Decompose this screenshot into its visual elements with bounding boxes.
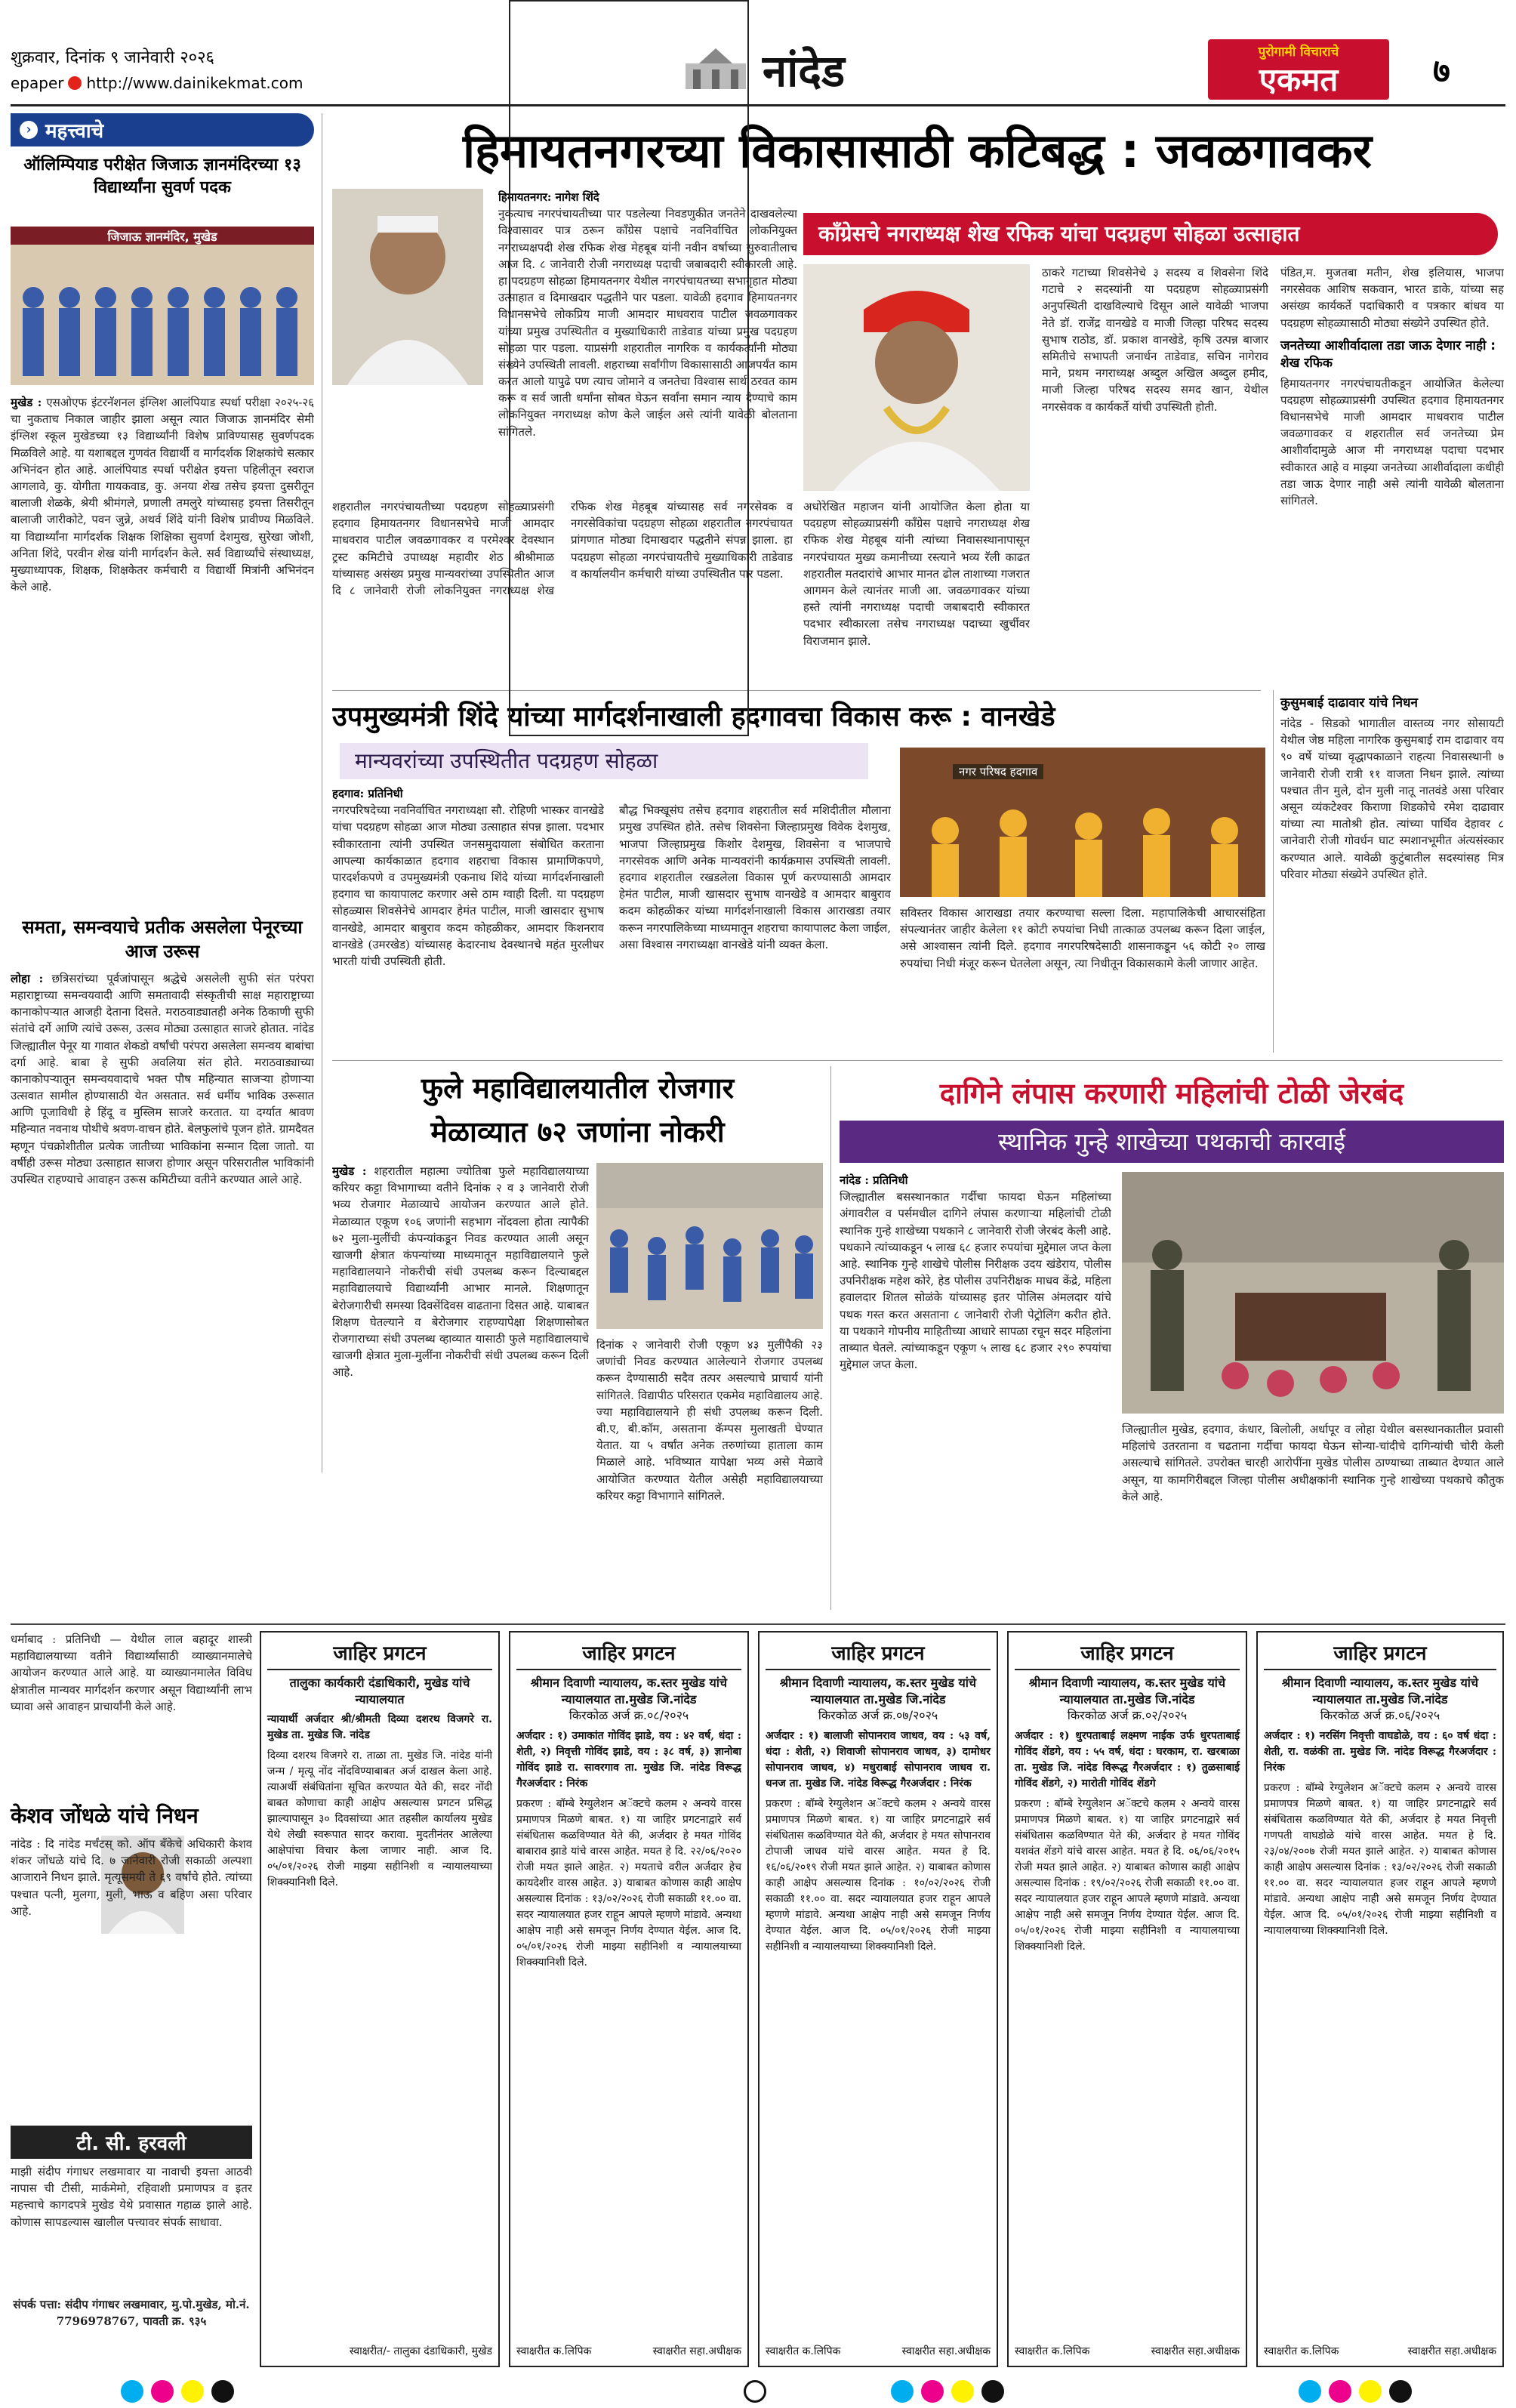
legal-ad-4 xyxy=(1007,1631,1247,2367)
side-top-headline: ऑलिम्पियाड परीक्षेत जिजाऊ ज्ञानमंदिरच्या १३ विद्यार्थ्यांना सुवर्ण पदक xyxy=(23,156,301,197)
lead-col-5: पंडित,म. मुजतबा मतीन, शेख इलियास, भाजपा नगरसेवक आशिष सकवान, भारत डाके, यांच्या सह असंख्य कार्यकर्ते पदाधिकारी व पत्रकार बांधव या पदग्रहण सोहळ्यासाठी मोठ्या संख्येने उपस्थित होते. xyxy=(1280,266,1504,330)
lead-col-5-block xyxy=(1280,264,1504,680)
ad-2-title: जाहिर प्रगटन xyxy=(516,1639,741,1670)
registration-yellow-icon xyxy=(181,2380,204,2403)
important-label: महत्त्वाचे xyxy=(45,120,104,143)
story4-body-block xyxy=(840,1172,1111,1610)
epaper-label: epaper xyxy=(11,74,64,92)
story3-col-2: दिनांक २ जानेवारी रोजी एकूण ४३ मुलींपैकी २३ जणांची निवड करण्यात आलेल्याने रोजगार उपलब्ध करून देण्यासाठी सदैव तत्पर असल्याचे प्राचार्य यांनी सांगितले. विद्यापीठ परिसरात एकमेव महाविद्यालय आहे. ज्या महाविद्यालयाने ही संधी उपलब्ध करून दिली. बी.ए, बी.कॉम, असताना कॅम्पस मुलाखती घेण्यात येतात. या ५ वर्षांत अनेक तरुणांच्या हाताला काम मिळाले आहे. भविष्यात यापेक्षा भव्य असे मेळावे आयोजित करण्यात येतील असेही महाविद्यालयाच्या करियर कट्टा विभागाने सांगितले. xyxy=(596,1338,823,1503)
ad-3-title: जाहिर प्रगटन xyxy=(766,1639,991,1670)
masthead xyxy=(0,0,1516,106)
legal-ad-2 xyxy=(509,1631,749,2367)
section-title: नांदेड xyxy=(763,45,846,97)
legal-ad-3 xyxy=(758,1631,998,2367)
story2-body-block xyxy=(332,785,891,1053)
story2-subhead-text: मान्यवरांच्या उपस्थितीत पदग्रहण सोहळा xyxy=(355,748,658,773)
story3-headline xyxy=(332,1066,823,1157)
right-sidebar-rule xyxy=(1273,690,1274,1053)
registration-black-icon xyxy=(981,2380,1004,2403)
leader-portrait-2 xyxy=(803,264,1030,491)
ad-2-sig-left: स्वाक्षरीत क.लिपिक xyxy=(516,2345,592,2358)
ad-1-sig-right: स्वाक्षरीत/- तालुका दंडाधिकारी, मुखेड xyxy=(349,2345,492,2358)
story2-col-2: बौद्ध भिक्खूसंघ तसेच हदगाव शहरातील सर्व मशिदीतील मौलाना प्रमुख उपस्थित होते. तसेच शिवसेना जिल्हाप्रमुख विवेक देशमुख, भाजपा जिल्हाप्रमुख किशोर देशमुख, शिवसेना व भाजपाचे नगरसेवक आणि अनेक मान्यवरांनी कार्यक्रमास उपस्थिती लावली. हदगाव शहरातील रखडलेला विकास पूर्ण करण्यासाठी आमदार हेमंत पाटील, माजी खासदार सुभाष वानखेडे व आमदार बाबुराव कदम कोहळीकर यांच्या मार्गदर्शनाखाली विकास आराखडा तयार करून नगरपालिकेच्या माध्यमातून शहराचा कायापालट केला जाईल, असा विश्वास नगराध्यक्षा वानखेडे यांनी व्यक्त केला. xyxy=(619,803,891,951)
story2-subhead xyxy=(340,743,868,779)
side-top-text: एसओएफ इंटरनॅशनल इंग्लिश आलंपियाड स्पर्धा परीक्षा २०२५-२६ चा नुकताच निकाल जाहीर झाला असून त्यात जिजाऊ ज्ञानमंदिर सेमी इंग्लिश स्कूल मुखेडच्या १३ विद्यार्थ्यांनी विशेष प्राविण्यासह सुवर्णपदक मिळविले आहे. या यशाबद्दल गुणवंत विद्यार्थी व मार्गदर्शक शिक्षकांचे सत्कार अभिनंदन होत आहे. आलंपियाड स्पर्धा परीक्षेत इयत्ता पहिलीतून स्वराज आगलावे, कु. योगीता गायकवाड, कु. अनया शेख तसेच इयत्ता दुसरीतून बालाजी शेळके, श्रेयी श्रीमंगले, प्रणाली तमलुरे यांच्यासह इयत्ता तिसरीतून बालाजी जारीकोटे, पवन जुन्ने, अथर्व शिंदे यांनी विशेष प्रावीण्य मिळविले. या विद्यार्थ्यांना मार्गदर्शक शिक्षक शिक्षिका सुवर्णा देशमुख, सुरेखा जोशी, अनिता शिंदे, परवीन शेख यांनी मार्गदर्शन केले. सर्व विद्यार्थ्यांचे संस्थाध्यक्ष, मुख्याध्यापक, शिक्षक, शिक्षकेतर कर्मचारी व विद्यार्थी मित्रांनी अभिनंदन केले आहे. xyxy=(11,396,314,594)
lead-quote-title: जनतेच्या आशीर्वादाला तडा जाऊ देणार नाही : शेख रफिक xyxy=(1280,338,1496,371)
ad-2-body: प्रकरण : बॉम्बे रेग्युलेशन अॅक्टचे कलम २ अन्वये वारस प्रमाणपत्र मिळणे बाबत. १) या जाहिर प्रगटनाद्वारे सर्व संबंधितास कळविण्यात येते की, अर्जदार हे मयत गोविंद बाबाराव झाडे यांचे वारस आहेत. मयत हे दि. २२/०६/२०२० रोजी मयत झाले आहेत. २) मयताचे वरील अर्जदार हेच कायदेशीर वारस आहेत. ३) याबाबत कोणास काही आक्षेप असल्यास दिनांक : १३/०२/२०२६ रोजी सकाळी ११.०० वा. सदर न्यायालयात हजर राहून आपले म्हणणे मांडावे. अन्यथा आक्षेप नाही असे समजून निर्णय देण्यात येईल. आज दि. ०५/०१/२०२६ रोजी माझ्या सहीनिशी व न्यायालयाच्या शिक्क्यानिशी दिले. xyxy=(516,1797,741,1969)
side-mid-text: छत्रिसरांच्या पूर्वजांपासून श्रद्धेचे असलेली सुफी संत परंपरा महाराष्ट्राच्या समन्वयवादी आणि समतावादी संस्कृतीची साक्ष महाराष्ट्राच्या कानाकोपऱ्यात आजही देताना दिसते. मराठवाड्यातही अनेक ठिकाणी सुफी संतांचे दर्गे आणि त्यांचे उरूस, उत्सव मोठ्या उत्साहात साजरे होतात. नांदेड जिल्ह्यातील पेनूर या गावात शेकडो वर्षांची परंपरा असलेला समन्वय बाबांचा दर्गा आहे. बाबा हे सुफी अवलिया संत होते. मराठवाड्याच्या कानाकोपऱ्यातून समन्वयवादाचे भक्त पौष महिन्यात साजऱ्या होणाऱ्या उत्सवात सामील होण्यासाठी येत असतात. सर्व धर्मीय भाविक उरूसात आणि पूजाविधी हे हिंदू व मुस्लिम साजरे करतात. या दर्ग्यात श्रावण महिन्यात नवनाथ पोथीचे श्रवण-वाचन होते. बेलफुलांचे पूजन होते. ग्रामदैवत म्हणून पंचक्रोशीतील प्रत्येक जातीच्या भाविकांना सन्मान दिला जातो. या वर्षीही उरूस मोठ्या उत्साहात साजरा होणार असून परिसरातील भाविकांनी उपस्थित राहण्याचे आवाहन उरूस कमिटीच्या वतीने करण्यात आले आहे. xyxy=(11,971,314,1187)
side-mid-story xyxy=(11,915,314,1391)
story4-headline: दागिने लंपास करणारी महिलांची टोळी जेरबंद xyxy=(939,1077,1404,1110)
ad-4-case: किरकोळ अर्ज क्र.०२/२०२५ xyxy=(1067,1708,1188,1723)
story3-col-1-wrap xyxy=(332,1163,589,1608)
tc-lost-body: माझी संदीप गंगाधर लखमावार या नावाची इयत्ता आठवी नापास ची टीसी, मार्कमेमो, रहिवाशी प्रमाणपत्र व इतर महत्त्वाचे कागदपत्रे मुखेड येथे प्रवासात गहाळ झाले आहे. कोणास सापडल्यास खालील पत्त्यावर संपर्क साधावा. xyxy=(11,2165,252,2229)
story3-col-1: शहरातील महात्मा ज्योतिबा फुले महाविद्यालयाच्या करियर कट्टा विभागाच्या वतीने दिनांक २ व ३ जानेवारी रोजी भव्य रोजगार मेळाव्याचे आयोजन करण्यात आले होते. मेळाव्यात एकूण १०६ जणांनी सहभाग नोंदवला होता त्यापैकी ७२ मुला-मुलींची कंपन्यांकडून निवड करण्यात आली असून खाजगी क्षेत्रात कंपन्यांच्या माध्यमातून महाविद्यालयाने फुले महाविद्यालयाने नोकरीची संधी उपलब्ध करून दिल्याबद्दल महाविद्यालयाचे विद्यार्थ्यांनी आभार मानले. शिक्षणातून बेरोजगारीची समस्या दिवसेंदिवस वाढताना दिसत आहे. याबाबत शिक्षण घेतल्याने व बेरोजगार राहण्यापेक्षा शिक्षणासोबत रोजगाराच्या संधी उपलब्ध व्हाव्यात यासाठी फुले महाविद्यालयाचे खाजगी क्षेत्रात मुला-मुलींना नोकरीची संधी उपलब्ध करून दिली आहे. xyxy=(332,1164,589,1380)
side-top-story xyxy=(11,113,314,906)
ad-2-footer xyxy=(516,2345,741,2360)
legal-ad-1 xyxy=(260,1631,500,2367)
side-mid-dateline: लोहा : xyxy=(11,971,44,985)
ad-5-sig-right: स्वाक्षरीत सहा.अधीक्षक xyxy=(1407,2345,1496,2358)
epaper-line xyxy=(11,74,304,92)
ad-5-title: जाहिर प्रगटन xyxy=(1264,1639,1496,1670)
ad-2-sig-right: स्वाक्षरीत सहा.अधीक्षक xyxy=(652,2345,741,2358)
ad-1-body: दिव्या दशरथ विजगरे रा. ताळा ता. मुखेड जि. नांदेड यांनी जन्म / मृत्यू नोंद नोंदविण्याबाबत अर्ज दाखल केला आहे. त्याअर्थी संबंधितांना सूचित करण्यात येते की, सदर नोंदी बाबत कोणाचा काही आक्षेप असल्यास प्रगटन प्रसिद्ध झाल्यापासून ३० दिवसांच्या आत तहसील कार्यालय मुखेड येथे लेखी स्वरूपात सादर करावा. मुदतीनंतर आलेल्या आक्षेपांचा विचार केला जाणार नाही. आज दि. ०५/०१/२०२६ रोजी माझ्या सहीनिशी व न्यायालयाच्या शिक्क्यानिशी दिले. xyxy=(267,1750,492,1889)
keshav-headline: केशव जोंधळे यांचे निधन xyxy=(11,1803,199,1828)
leader-portrait-1 xyxy=(332,189,483,385)
important-badge xyxy=(11,113,314,146)
registration-black-icon xyxy=(211,2380,234,2403)
brand-logo xyxy=(1208,39,1389,100)
ad-1-title: जाहिर प्रगटन xyxy=(267,1639,492,1670)
lead-subhead-text: काँग्रेसचे नगराध्यक्ष शेख रफिक यांचा पदग्रहण सोहळा उत्साहात xyxy=(818,221,1300,246)
story4-col-1: जिल्ह्यातील बसस्थानकात गर्दीचा फायदा घेऊन महिलांच्या अंगावरील व पर्समधील दागिने लंपास करणाऱ्या महिलांची टोळी स्थानिक गुन्हे शाखेच्या पथकाने ८ जानेवारी रोजी जेरबंद केली आहे. पथकाने त्यांच्याकडून ५ लाख ६८ हजार रुपयांचा मुद्देमाल जप्त केला आहे. स्थानिक गुन्हे शाखेचे पोलीस निरीक्षक उदय खंडेराय, पोलीस उपनिरीक्षक महेश कोरे, हेड पोलीस उपनिरीक्षक माधव केंद्रे, महिला हवालदार शितल सोळंके यांच्यासह इतर पोलिस अंमलदार यांचे पथक गस्त करत असताना ८ जानेवारी रोजी पेट्रोलिंग करीत होते. या पथकाने गोपनीय माहितीच्या आधारे सापळा रचून सदर महिलांना ताब्यात घेतले. त्यांच्याकडून एकूण ५ लाख ६८ हजार २९० रुपयांचा मुद्देमाल जप्त केला. xyxy=(840,1190,1111,1372)
ads-top-rule xyxy=(11,1623,1505,1625)
story2-byline: हदगाव: प्रतिनिधी xyxy=(332,787,403,800)
story4-col-2: जिल्ह्यातील मुखेड, हदगाव, कंधार, बिलोली, अर्धापूर व लोहा येथील बसस्थानकातील प्रवासी महिलांचे उतरताना व चढताना गर्दीचा फायदा घेऊन सोन्या-चांदीचे दागिन्यांची चोरी केली असल्याचे सांगितले. उपरोक्त चारही आरोपींना मुखेड पोलीस ठाण्याच्या ताब्यात देण्यात आले असून, या कामगिरीबद्दल जिल्हा पोलीस अधीक्षकांनी स्थानिक गुन्हे शाखेच्या पथकाचे कौतुक केले आहे. xyxy=(1122,1423,1504,1503)
brand-tagline: पुरोगामी विचाराचे xyxy=(1258,45,1339,60)
brand-name: एकमत xyxy=(1259,61,1339,98)
side-mid-headline: समता, समन्वयाचे प्रतीक असलेला पेनूरच्या आज उरूस xyxy=(22,917,303,963)
ad-4-footer xyxy=(1015,2345,1240,2360)
ad-5-body: प्रकरण : बॉम्बे रेग्युलेशन अॅक्टचे कलम २ अन्वये वारस प्रमाणपत्र मिळणे बाबत. १) या जाहिर प्रगटनाद्वारे सर्व संबंधितास कळविण्यात येते की, अर्जदार हे मयत निवृत्ती गणपती वाघडोळे यांचे वारस आहेत. मयत हे दि. २३/०४/२००७ रोजी मयत झाले आहेत. २) याबाबत कोणास काही आक्षेप असल्यास दिनांक : १३/०२/२०२६ रोजी सकाळी ११.०० वा. सदर न्यायालयात हजर राहून आपले म्हणणे मांडावे. अन्यथा आक्षेप नाही असे समजून निर्णय देण्यात येईल. आज दि. ०५/०१/२०२६ रोजी माझ्या सहीनिशी व न्यायालयाच्या शिक्क्यानिशी दिले. xyxy=(1264,1781,1496,1937)
council-banner-text: नगर परिषद हदगाव xyxy=(953,764,1043,779)
ad-1-footer xyxy=(267,2345,492,2360)
ad-4-body: प्रकरण : बॉम्बे रेग्युलेशन अॅक्टचे कलम २ अन्वये वारस प्रमाणपत्र मिळणे बाबत. १) या जाहिर प्रगटनाद्वारे सर्व संबंधितास कळविण्यात येते की, अर्जदार हे मयत गोविंद यशवंत शेंडगे यांचे वारस आहेत. मयत हे दि. ०६/०६/२०१५ रोजी मयत झाले आहेत. २) याबाबत कोणास काही आक्षेप असल्यास दिनांक : १९/०२/२०२६ रोजी सकाळी ११.०० वा. सदर न्यायालयात हजर राहून आपले म्हणणे मांडावे. अन्यथा आक्षेप नाही असे समजून निर्णय देण्यात येईल. आज दि. ०५/०१/२०२६ रोजी माझ्या सहीनिशी व न्यायालयाच्या शिक्क्यानिशी दिले. xyxy=(1015,1797,1240,1953)
ad-3-footer xyxy=(766,2345,991,2360)
lead-col-2: शहरातील नगरपंचायतीच्या पदग्रहण सोहळ्याप्रसंगी हदगाव हिमायतनगर विधानसभेचे माजी आमदार माधवराव पाटील जवळगावकर व परमेश्वर देवस्थान ट्रस्ट कमिटीचे उपाध्यक्ष महावीर शेठ श्रीश्रीमाळ यांच्यासह असंख्य प्रमुख मान्यवरांच्या उपस्थितीत आज दि ८ जानेवारी रोजी लोकनियुक्त नगराध्यक्ष शेख रफिक शेख मेहबूब यांच्यासह सर्व नगरसेवक व नगरसेविकांचा पदग्रहण सोहळा शहरातील नगरपंचायत प्रांगणात मोठ्या दिमाखदार पद्धतीने संपन्न झाला. हा पदग्रहण सोहळा नगरपंचायतीचे मुख्याधिकारी ताडेवाड व कार्यालयीन कर्मचारी यांच्या उपस्थितीत पार पडला. xyxy=(332,500,793,597)
ad-4-title: जाहिर प्रगटन xyxy=(1015,1639,1240,1670)
registration-black-icon xyxy=(1389,2380,1412,2403)
obituary-keshav xyxy=(11,1801,252,2118)
story2-headline: उपमुख्यमंत्री शिंदे यांच्या मार्गदर्शनाखाली हदगावचा विकास करू : वानखेडे xyxy=(332,701,1055,732)
lead-byline: हिमायतनगर: नागेश शिंदे xyxy=(498,190,599,204)
lead-bottom-rule xyxy=(332,690,1261,691)
lead-col-4: ठाकरे गटाच्या शिवसेनेचे ३ सदस्य व शिवसेना शिंदे गटाचे २ सदस्यांनी या पदग्रहण सोहळ्याप्रसंगी अनुपस्थिती दाखविल्याचे दिसून आले यावेळी भाजपा नेते डॉ. राजेंद्र वानखेडे व माजी जिल्हा परिषद सदस्य सुभाष राठोड, डॉ. प्रकाश वानखेडे, कृषि उत्पन्न बाजार समितीचे सभापती जनार्धन ताडेवाड, सचिन नागेराव माने, प्रथम नगराध्यक्ष अब्दुल अखिल अब्दुल हमीद, माजी जिल्हा परिषद सदस्य समद खान, येथील नगरसेवक व कार्यकर्ते यांची उपस्थिती होती. xyxy=(1042,266,1268,414)
legal-ad-5 xyxy=(1256,1631,1504,2367)
ad-5-case: किरकोळ अर्ज क्र.०६/२०२५ xyxy=(1320,1708,1441,1723)
ad-1-parties: न्यायार्थी अर्जदार श्री/श्रीमती दिव्या दशरथ विजगरे रा. मुखेड ता. मुखेड जि. नांदेड xyxy=(267,1713,492,1742)
hadgav-council-photo xyxy=(900,748,1265,897)
story3-headline-line-1: फुले महाविद्यालयातील रोजगार xyxy=(421,1071,735,1105)
ad-4-parties: अर्जदार : १) धुरपताबाई लक्ष्मण नाईक उर्फ धुरपताबाई गोविंद शेंडगे, वय : ५५ वर्ष, धंदा : घरकाम, रा. खरबाळा ता. मुखेड जि. नांदेड विरूद्ध गैरअर्जदार : १) तुळसाबाई गोविंद शेंडगे, २) मारोती गोविंद शेंडगे xyxy=(1015,1729,1240,1790)
photo-banner-text: जिजाऊ ज्ञानमंदिर, मुखेड xyxy=(107,230,217,244)
chevron-right-icon: › xyxy=(20,121,38,139)
keshav-body: नांदेड : दि नांदेड मर्चंटस् को. ऑप बँकेचे अधिकारी केशव शंकर जोंधळे यांचे दि. ७ जानेवारी रोजी सकाळी अल्पशा आजाराने निधन झाले. मृत्यूसमयी ते ६९ वर्षांचे होते. त्यांच्या पश्चात पत्नी, मुलगा, मुली, भाऊ व बहिण असा परिवार आहे. xyxy=(11,1837,252,1918)
ad-3-sig-right: स्वाक्षरीत सहा.अधीक्षक xyxy=(901,2345,991,2358)
leftcol-extra-body: धर्माबाद : प्रतिनिधी — येथील लाल बहादूर शास्त्री महाविद्यालयाच्या वतीने विद्यार्थ्यांसाठी व्याख्यानमालेचे आयोजन करण्यात आले आहे. या व्याख्यानमालेत विविध क्षेत्रातील मान्यवर मार्गदर्शन करणार असून विद्यार्थ्यांनी लाभ घ्यावा असे आवाहन प्राचार्यांनी केले आहे. xyxy=(11,1633,252,1713)
registration-magenta-icon xyxy=(921,2380,944,2403)
registration-cyan-icon xyxy=(1299,2380,1321,2403)
police-team-photo xyxy=(1122,1172,1504,1414)
ad-3-sig-left: स्वाक्षरीत क.लिपिक xyxy=(766,2345,841,2358)
story3-dateline: मुखेड : xyxy=(332,1164,367,1178)
lead-col-1: नुकत्याच नगरपंचायतीच्या पार पडलेल्या निवडणुकीत जनतेने दाखवलेल्या विश्वासावर पात्र ठरून काँग्रेस पक्षाचे नवनिर्वाचित लोकनियुक्त नगराध्यक्षपदी शेख रफिक शेख मेहबूब यांनी नवीन वर्षाच्या सुरुवातीलाच आज दि. ८ जानेवारी रोजी नगराध्यक्ष पदाची जबाबदारी स्वीकारली आहे. हा पदग्रहण सोहळा हिमायतनगर येथील नगरपंचायतच्या सभागृहात मोठ्या उत्साहात व दिमाखदार पद्धतीने पार पडला. यावेळी हदगाव हिमायतनगर विधानसभेचे लोकप्रिय माजी आमदार माधवराव पाटील जवळगावकर यांच्या प्रमुख उपस्थितीत व मुख्याधिकारी ताडेवाड यांच्या प्रमुख पदग्रहण सोहळा पार पडला. याप्रसंगी शहरातील नागरिक व कार्यकर्त्यांनी मोठ्या संख्येने उपस्थिती लावली. शहराच्या सर्वांगीण विकासासाठी आजपर्यंत काम करत आलो यापुढे पण त्याच जोमाने व जनतेचा विश्वास सार्थ ठरवत काम करू व सर्व जाती धर्मांना सोबत घेऊन सर्वांना समान न्याय देण्याचे काम लोकनियुक्त नगराध्यक्ष कोण केले जाईल असे त्यांनी यावेळी बोलताना सांगितले. xyxy=(498,207,797,439)
ad-5-sig-left: स्वाक्षरीत क.लिपिक xyxy=(1264,2345,1339,2358)
ad-3-court: श्रीमान दिवाणी न्यायालय, क.स्तर मुखेड यांचे न्यायालयात ता.मुखेड जि.नांदेड xyxy=(779,1676,977,1707)
date-line: शुक्रवार, दिनांक ९ जानेवारी २०२६ xyxy=(11,48,214,67)
ad-2-parties: अर्जदार : १) उमाकांत गोविंद झाडे, वय : ४२ वर्ष, धंदा : शेती, २) निवृत्ती गोविंद झाडे, वय : ३८ वर्ष, ३) ज्ञानोबा गोविंद झाडे रा. सावरगाव ता. मुखेड जि. नांदेड विरूद्ध गैरअर्जदार : निरंक xyxy=(516,1729,741,1790)
lead-subhead xyxy=(803,213,1498,255)
registration-target-icon xyxy=(744,2380,766,2403)
registration-magenta-icon xyxy=(1329,2380,1351,2403)
ad-2-case: किरकोळ अर्ज क्र.०८/२०२५ xyxy=(568,1708,689,1723)
ad-4-sig-left: स्वाक्षरीत क.लिपिक xyxy=(1015,2345,1090,2358)
ad-3-case: किरकोळ अर्ज क्र.०७/२०२५ xyxy=(818,1708,938,1723)
lead-col-3: अधोरेखित महाजन यांनी आयोजित केला होता या पदग्रहण सोहळ्याप्रसंगी काँग्रेस पक्षाचे नगराध्यक्ष शेख रफिक शेख मेहबूब यांनी त्यांच्या निवासस्थानापासून नगरपंचायत मुख्य कमानीच्या रस्त्याने भव्य रॅली काढत शहरातील मतदारांचे आभार मानत ढोल ताशाच्या गजरात आगमन केले त्यानंतर माजी आ. जवळगावकर यांच्या हस्ते त्यांनी नगराध्यक्ष पदाची जबाबदारी स्वीकारत पदभार स्वीकारला तसेच नगराध्यक्ष पदाच्या खुर्चीवर विराजमान झाले. xyxy=(803,500,1030,648)
lead-quote-body: हिमायतनगर नगरपंचायतीकडून आयोजित केलेल्या पदग्रहण सोहळ्याप्रसंगी उपस्थित हदगाव हिमायतनगर विधानसभेचे माजी आमदार माधवराव पाटील जवळगावकर व शहरातील सर्व जनतेच्या प्रेम आशीर्वादामुळे आज मी नगराध्यक्ष पदाचा पदभार स्वीकारत आहे व माझ्या जनतेच्या आशीर्वादाला कधीही तडा जाऊ देणार नाही असे त्यांनी यावेळी बोलताना सांगितले. xyxy=(1280,376,1504,507)
tc-lost-box xyxy=(11,2126,252,2367)
ad-5-parties: अर्जदार : १) नरसिंग निवृत्ती वाघडोळे, वय : ६० वर्ष धंदा : शेती, रा. वळंकी ता. मुखेड जि. नांदेड विरूद्ध गैरअर्जदार : निरंक xyxy=(1264,1729,1496,1774)
story3-body-block xyxy=(332,1163,589,1608)
globe-icon xyxy=(68,76,82,90)
legal-ad-2 xyxy=(509,0,749,736)
page-number: ७ xyxy=(1433,52,1450,91)
obituary-box xyxy=(1280,693,1504,1056)
ad-5-court: श्रीमान दिवाणी न्यायालय, क.स्तर मुखेड यांचे न्यायालयात ता.मुखेड जि.नांदेड xyxy=(1281,1676,1479,1707)
school-students-photo xyxy=(11,227,314,385)
story3-rule xyxy=(830,1066,831,1610)
registration-magenta-icon xyxy=(151,2380,174,2403)
masthead-rule xyxy=(11,104,1505,106)
registration-yellow-icon xyxy=(951,2380,974,2403)
obituary-body: नांदेड - सिडको भागातील वास्तव्य नगर सोसायटी येथील जेष्ठ महिला नागरिक कुसुमबाई राम दाढावार वय ९० वर्षे यांच्या वृद्धापकाळाने राहत्या निवासस्थानी ७ जानेवारी रोजी रात्री ११ वाजता निधन झाले. त्यांच्या पश्चात तीन मुले, दोन मुली नातू नातवंडे असा परिवार असून व्यंकटेश्वर किराणा शिडकोचे रमेश दाढावार यांच्या त्या मातोश्री होत. त्यांच्या पार्थिव देहावर ८ जानेवारी रोजी गोवर्धन घाट स्मशानभूमीत अंत्यसंस्कार करण्यात आले. यावेळी कुटुंबातील सदस्यांसह मित्र परिवार मोठ्या संख्येने उपस्थित होते. xyxy=(1280,717,1504,881)
story4-subhead-text: स्थानिक गुन्हे शाखेच्या पथकाची कारवाई xyxy=(997,1127,1346,1156)
registration-cyan-icon xyxy=(891,2380,914,2403)
tc-lost-title: टी. सी. हरवली xyxy=(11,2126,252,2159)
website-link[interactable]: http://www.dainikekmat.com xyxy=(86,74,304,92)
side-top-body xyxy=(11,394,314,900)
ad-4-sig-right: स्वाक्षरीत सहा.अधीक्षक xyxy=(1151,2345,1240,2358)
tc-lost-contact: संपर्क पत्ता: संदीप गंगाधर लखमावार, मु.पो.मुखेड, मो.नं. 7796978767, पावती क्र. ९३५ xyxy=(13,2298,250,2329)
ad-2-court: श्रीमान दिवाणी न्यायालय, क.स्तर मुखेड यांचे न्यायालयात ता.मुखेड जि.नांदेड xyxy=(530,1676,728,1707)
registration-yellow-icon xyxy=(1359,2380,1382,2403)
story2-col-3: सविस्तर विकास आराखडा तयार करण्याचा सल्ला दिला. महापालिकेची आचारसंहिता संपल्यानंतर जाहीर केलेला ११ कोटी रुपयांचा निधी तात्काळ उपलब्ध करून दिला जाईल, असे आश्वासन त्यांनी दिले. हदगाव नगरपरिषदेसाठी शासनाकडून ५६ कोटी २० लाख रुपयांचा निधी मंजूर करून घेतलेला असून, त्या निधीतून विकासकामे केली जाणार आहेत. xyxy=(900,906,1265,970)
ad-1-court: तालुका कार्यकारी दंडाधिकारी, मुखेड यांचे न्यायालयात xyxy=(289,1676,470,1707)
obituary-title: कुसुमबाई दाढावार यांचे निधन xyxy=(1280,695,1418,711)
ad-3-parties: अर्जदार : १) बालाजी सोपानराव जाधव, वय : ५३ वर्ष, धंदा : शेती, २) शिवाजी सोपानराव जाधव, ३) दामोधर सोपानराव जाधव, ४) मधुराबाई सोपानराव जाधव रा. धनज ता. मुखेड जि. नांदेड विरूद्ध गैरअर्जदार : निरंक xyxy=(766,1729,991,1790)
print-registration-strip xyxy=(0,2377,1516,2407)
story2-col-1: नगरपरिषदेच्या नवनिर्वाचित नगराध्यक्षा सौ. रोहिणी भास्कर वानखेडे यांचा पदग्रहण सोहळा आज मोठ्या उत्साहात संपन्न झाला. पदभार स्वीकारताना त्यांनी उपस्थित जनसमुदायाला संबोधित करताना आपल्या कार्यकाळात हदगाव शहराचा विकास प्रामाणिकपणे, पारदर्शकपणे व उपमुख्यमंत्री एकनाथ शिंदे यांच्या मार्गदर्शनाखाली हदगाव चा कायापालट करणार असे ठाम ग्वाही दिली. या पदग्रहण सोहळ्यास शिवसेनेचे आमदार हेमंत पाटील, माजी खासदार सुभाष वानखेडे, आमदार बाबुराव कदम कोहळीकर, आमदार किशनराव वानखेडे (उमरखेड) यांच्यासह केदारनाथ देवस्थानचे महंत मुरलीधर भारती यांची उपस्थिती होती. xyxy=(332,803,604,968)
story4-byline: नांदेड : प्रतिनिधी xyxy=(840,1173,908,1187)
story4-subhead xyxy=(840,1121,1504,1163)
ad-3-body: प्रकरण : बॉम्बे रेग्युलेशन अॅक्टचे कलम २ अन्वये वारस प्रमाणपत्र मिळणे बाबत. १) या जाहिर प्रगटनाद्वारे सर्व संबंधितास कळविण्यात येते की, अर्जदार हे मयत सोपानराव टोपाजी जाधव यांचे वारस आहेत. मयत हे दि. १६/०६/२०१९ रोजी मयत झाले आहेत. २) याबाबत कोणास काही आक्षेप असल्यास दिनांक : १०/०२/२०२६ रोजी सकाळी ११.०० वा. सदर न्यायालयात हजर राहून आपले म्हणणे मांडावे. अन्यथा आक्षेप नाही असे समजून निर्णय देण्यात येईल. आज दि. ०५/०१/२०२६ रोजी माझ्या सहीनिशी व न्यायालयाच्या शिक्क्यानिशी दिले. xyxy=(766,1797,991,1953)
story2-bottom-rule xyxy=(332,1060,1502,1061)
side-top-dateline: मुखेड : xyxy=(11,396,42,409)
ad-5-footer xyxy=(1264,2345,1496,2360)
ad-4-court: श्रीमान दिवाणी न्यायालय, क.स्तर मुखेड यांचे न्यायालयात ता.मुखेड जि.नांदेड xyxy=(1028,1676,1226,1707)
registration-cyan-icon xyxy=(121,2380,143,2403)
lead-headline: हिमायतनगरच्या विकासासाठी कटिबद्ध : जवळगावकर xyxy=(463,123,1372,178)
story3-headline-line-2: मेळाव्यात ७२ जणांना नोकरी xyxy=(430,1115,725,1149)
job-fair-photo xyxy=(596,1163,823,1329)
side-mid-body xyxy=(11,970,314,1382)
